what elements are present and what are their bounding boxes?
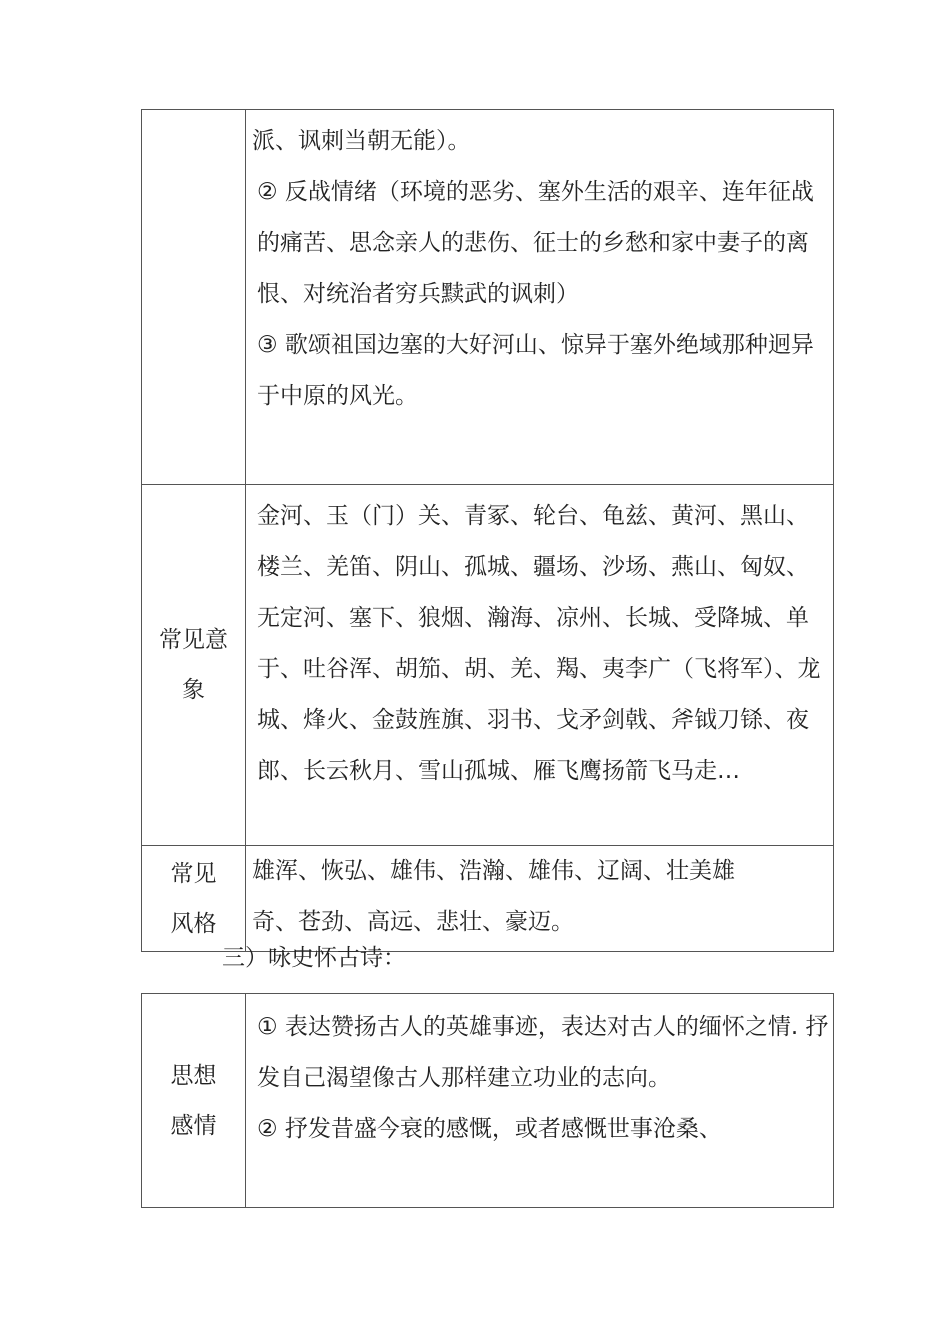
row-content-common-imagery — [246, 485, 834, 846]
table-row-common-style — [142, 846, 834, 952]
frontier-poetry-table — [141, 109, 834, 952]
style-list: 雄浑、恢弘、雄伟、浩瀚、雄伟、辽阔、壮美雄奇、苍劲、高远、悲壮、豪迈。 — [252, 858, 735, 935]
paragraph-continued: 派、讽刺当朝无能）。 — [252, 128, 471, 154]
row-label-common-style: 常见风格 — [142, 846, 246, 952]
paragraph-landscape-praise: ③ 歌颂祖国边塞的大好河山、惊异于塞外绝域那种迥异于中原的风光。 — [257, 332, 814, 409]
paragraph-praise-ancients: ① 表达赞扬古人的英雄事迹，表达对古人的缅怀之情. 抒发自己渴望像古人那样建立功业的志向。 — [257, 1014, 829, 1091]
imagery-list: 金河、玉（门）关、青冢、轮台、龟兹、黄河、黑山、楼兰、羌笛、阴山、孤城、疆场、沙场、燕山、匈奴、无定河、塞下、狼烟、瀚海、凉州、长城、受降城、单于、吐谷浑、胡笳、胡、羌、羯、夷李广（飞将军）、龙城、烽火、金鼓旌旗、羽书、戈矛剑戟、斧钺刀铩、夜郎、长云秋月、雪山孤城、雁飞鹰扬箭飞马走… — [257, 503, 821, 784]
table-row-common-imagery — [142, 485, 834, 846]
row-label-common-imagery: 常见意象 — [142, 485, 246, 846]
section-heading: 三）咏史怀古诗： — [222, 945, 406, 971]
paragraph-anti-war: ② 反战情绪（环境的恶劣、塞外生活的艰辛、连年征战的痛苦、思念亲人的悲伤、征士的乡愁和家中妻子的离恨、对统治者穷兵黩武的讽刺） — [257, 179, 814, 307]
row-label-empty — [142, 110, 246, 485]
table-row-emotions-continued — [142, 110, 834, 485]
row-label-thoughts-emotions: 思想感情 — [142, 994, 246, 1208]
row-content-thoughts-emotions — [246, 994, 834, 1208]
row-content-common-style — [246, 846, 834, 952]
row-content-emotions — [246, 110, 834, 485]
paragraph-past-glory: ② 抒发昔盛今衰的感慨，或者感慨世事沧桑、 — [257, 1116, 722, 1142]
historical-poetry-table — [141, 993, 834, 1208]
table-row-thoughts-emotions — [142, 994, 834, 1208]
